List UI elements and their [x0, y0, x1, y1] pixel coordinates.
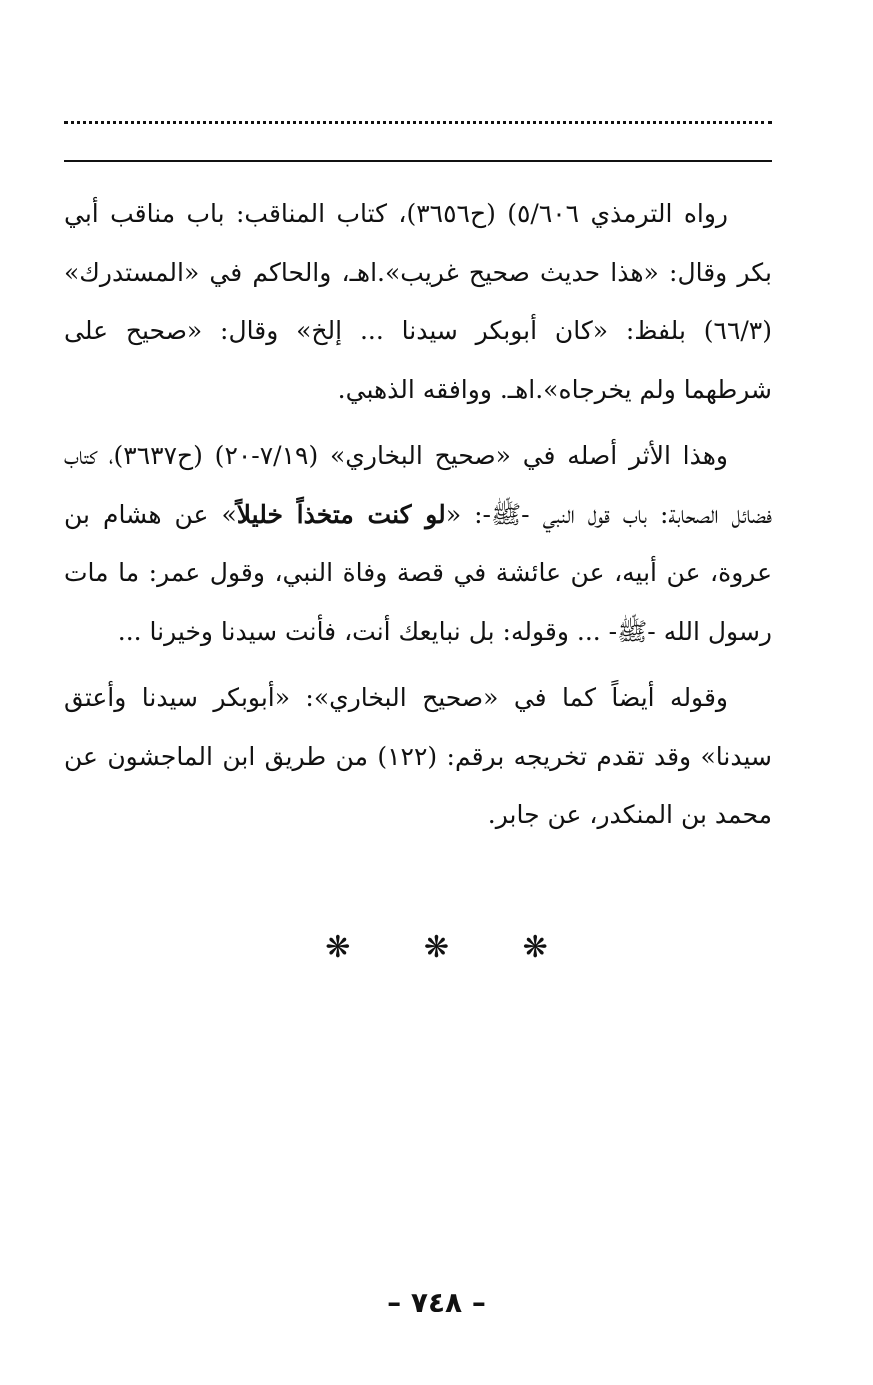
- footnotes-section: [64, 185, 772, 845]
- asterisk-ornament-icon: ❋: [325, 930, 351, 965]
- section-end-ornament: [0, 930, 873, 965]
- footnote-paragraph-2: [64, 427, 772, 661]
- hadith-quote-bold: لو كنت متخذاً خليلاً: [236, 499, 446, 529]
- page-number: – ٧٤٨ –: [387, 1286, 486, 1319]
- footnote-paragraph-2-before: وهذا الأثر أصله في «صحيح البخاري» (٧/١٩-٢٠) (ح٣٦٣٧)، كتاب فضائل الصحابة: باب قول النبي -ﷺ-: «: [64, 441, 772, 529]
- footnote-paragraph-1: رواه الترمذي ٥/٦٠٦) (ح٣٦٥٦)، كتاب المناقب: باب مناقب أبي بكر وقال: «هذا حديث صحيح غريب».اهـ، والحاكم في «المستدرك» (٦٦/٣) بلفظ: «كان أبوبكر سيدنا ... إلخ» وقال: «صحيح على شرطهما ولم يخرجاه».اهـ. ووافقه الذهبي.: [64, 199, 772, 404]
- footnote-separator-rule: [64, 160, 772, 162]
- continuation-dotted-rule: [64, 121, 772, 124]
- asterisk-ornament-icon: ❋: [423, 930, 450, 965]
- asterisk-ornament-icon: ❋: [522, 930, 548, 965]
- footnote-paragraph-3: وقوله أيضاً كما في «صحيح البخاري»: «أبوبكر سيدنا وأعتق سيدنا» وقد تقدم تخريجه برقم: (١٢٢) من طريق ابن الماجشون عن محمد بن المنكدر، عن جابر.: [64, 683, 772, 829]
- footnote-paragraph-2-after: » عن هشام بن عروة، عن أبيه، عن عائشة في قصة وفاة النبي، وقول عمر: ما مات رسول الله -ﷺ- ... وقوله: بل نبايعك أنت، فأنت سيدنا وخيرنا ...: [64, 499, 772, 646]
